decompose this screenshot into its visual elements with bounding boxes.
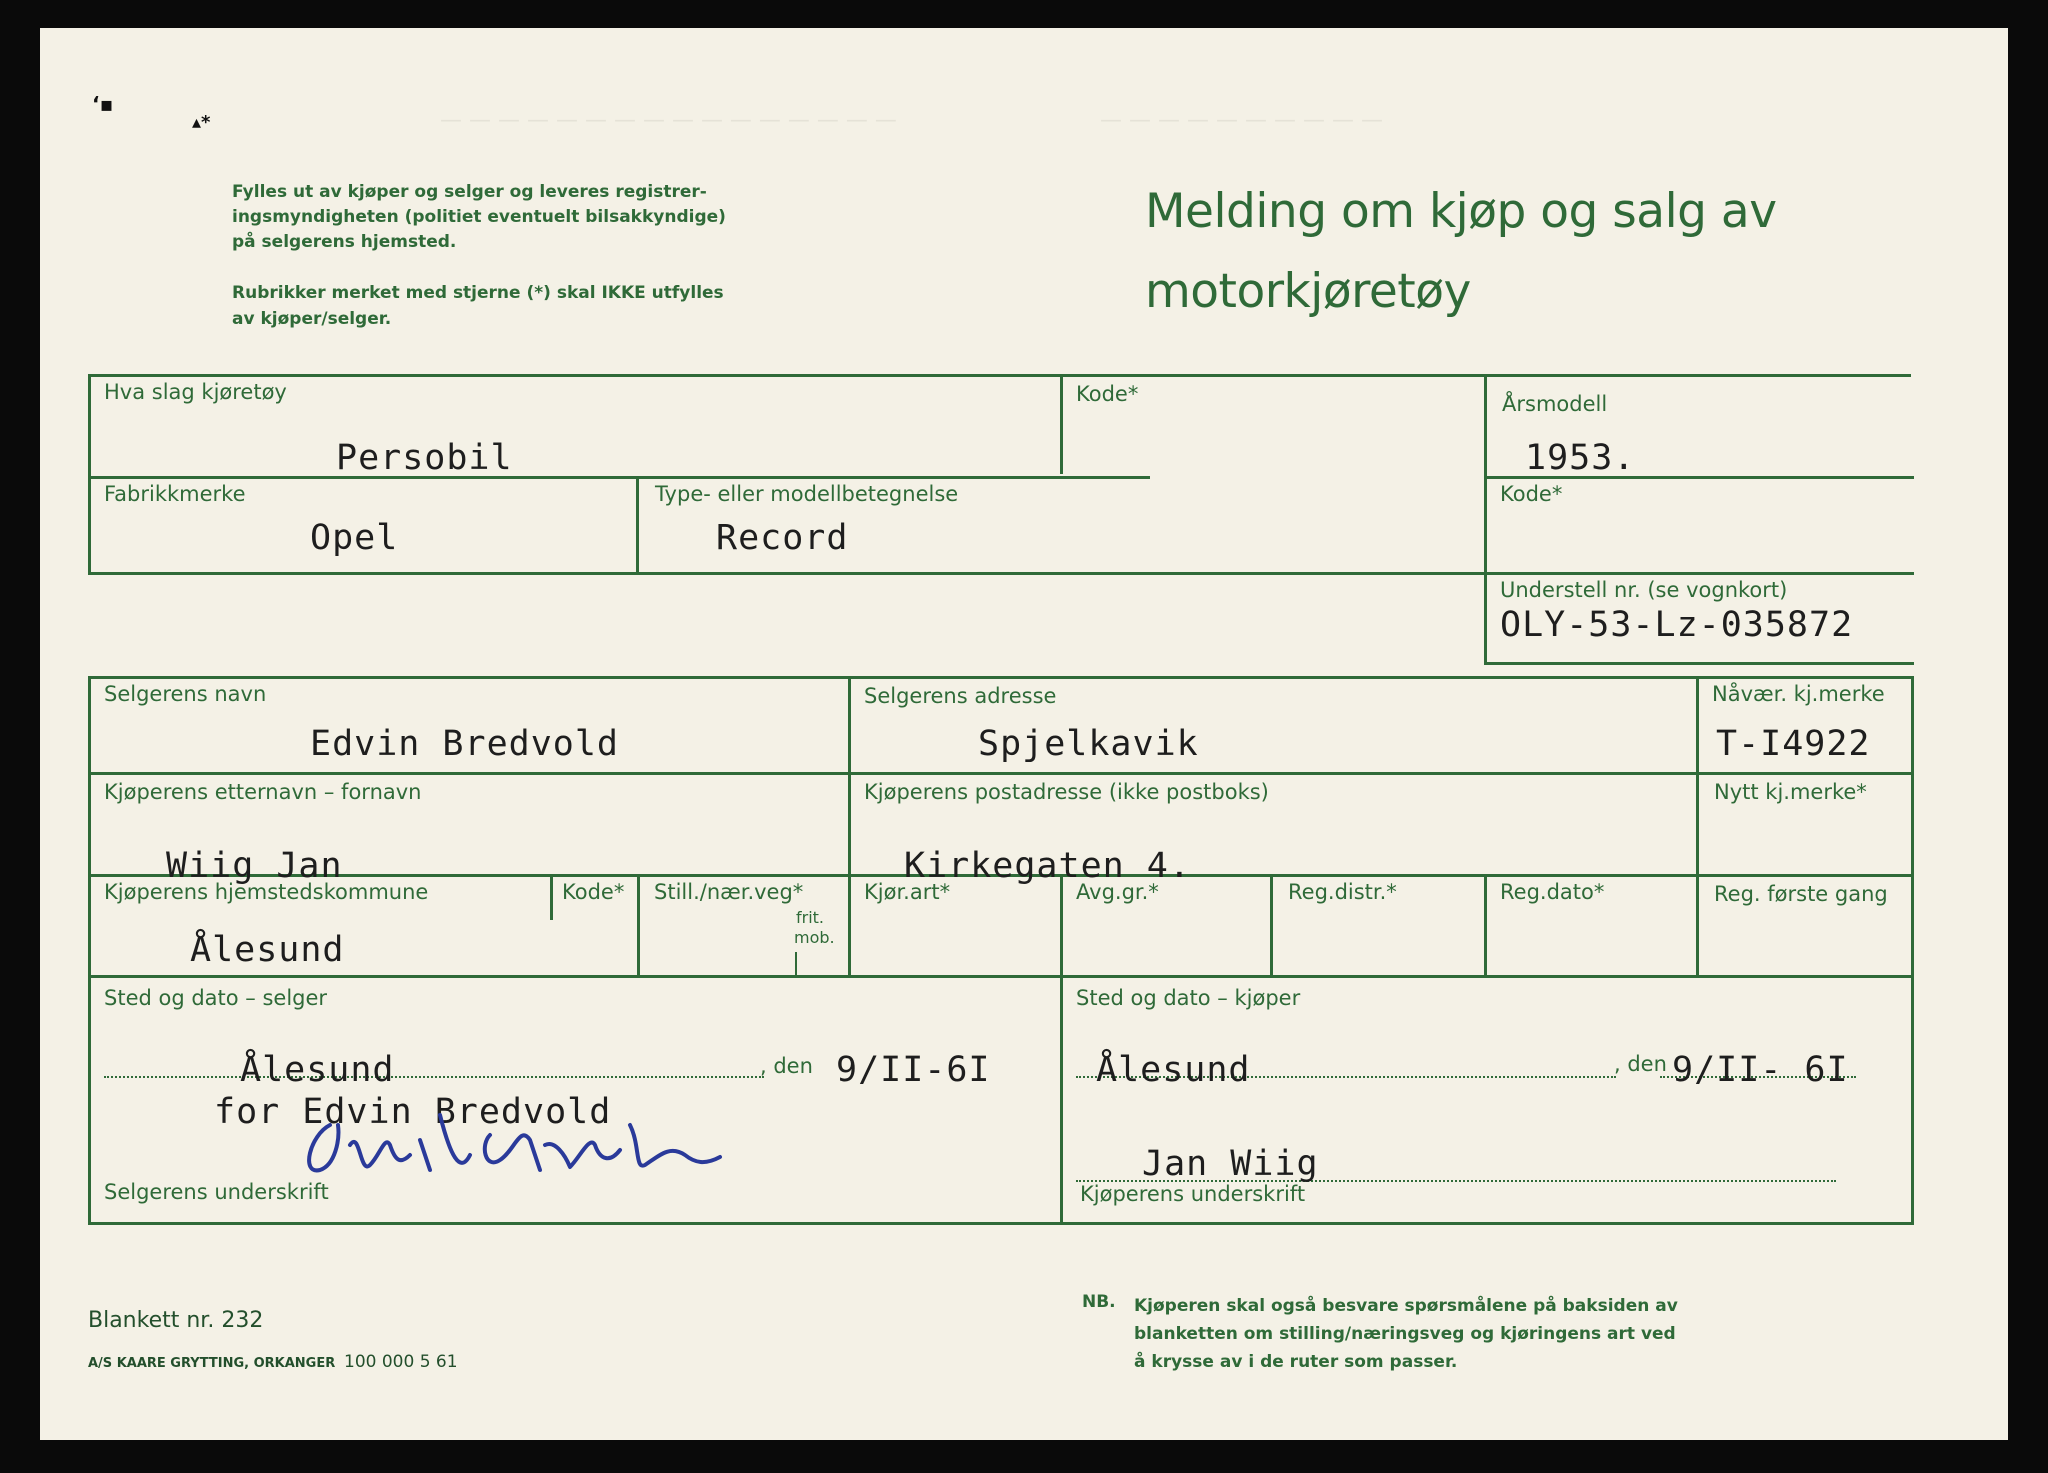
instruction-line: Fylles ut av kjøper og selger og leveres registrer- xyxy=(232,182,707,202)
instruction-line: på selgerens hjemsted. xyxy=(232,232,457,252)
rule xyxy=(1911,676,1914,1224)
instructions-block-2 xyxy=(232,280,724,332)
rule xyxy=(88,572,1914,575)
rule xyxy=(795,952,797,976)
seller-date-value[interactable]: 9/II-6I xyxy=(836,1050,991,1090)
seller-address-value[interactable]: Spjelkavik xyxy=(978,724,1199,764)
instruction-line: av kjøper/selger. xyxy=(232,309,392,329)
buyer-date-value[interactable]: 9/II- 6I xyxy=(1672,1050,1849,1090)
rule xyxy=(88,772,1914,775)
buyer-place-label: Sted og dato – kjøper xyxy=(1076,986,1301,1010)
seller-signature-scribble xyxy=(290,1085,730,1185)
buyer-municipality-value[interactable]: Ålesund xyxy=(190,930,345,970)
form-title-line-1: Melding om kjøp og salg av xyxy=(1145,184,1777,239)
dotted-line xyxy=(104,1076,764,1078)
signature-stroke xyxy=(309,1115,720,1170)
regforste-label: Reg. første gang xyxy=(1714,882,1888,906)
nb-label: NB. xyxy=(1082,1292,1116,1312)
mob-label: mob. xyxy=(794,928,835,947)
rule xyxy=(1270,876,1273,976)
chassis-label: Understell nr. (se vognkort) xyxy=(1500,578,1788,602)
rule xyxy=(88,374,91,574)
regdistr-label: Reg.distr.* xyxy=(1288,880,1397,904)
corner-mark: ▴* xyxy=(192,112,211,133)
rule xyxy=(88,476,1150,479)
rule xyxy=(88,374,1911,377)
buyer-address-value[interactable]: Kirkegaten 4. xyxy=(904,846,1191,886)
den-label: , den xyxy=(760,1054,813,1078)
kode-label: Kode* xyxy=(1076,382,1139,406)
corner-mark: ‘▪ xyxy=(92,92,114,116)
rule xyxy=(1696,676,1699,976)
instruction-line: ingsmyndigheten (politiet eventuelt bilsakkyndige) xyxy=(232,207,726,227)
regdato-label: Reg.dato* xyxy=(1500,880,1605,904)
rule xyxy=(1484,662,1914,665)
vehicle-type-label: Hva slag kjøretøy xyxy=(104,380,287,404)
buyer-municipality-label: Kjøperens hjemstedskommune xyxy=(104,880,429,904)
kode3-label: Kode* xyxy=(562,880,625,904)
rule xyxy=(1060,374,1063,474)
rule xyxy=(88,1222,1914,1225)
seller-place-label: Sted og dato – selger xyxy=(104,986,328,1010)
rule xyxy=(636,478,639,572)
printer-name: A/S KAARE GRYTTING, ORKANGER xyxy=(88,1356,336,1371)
buyer-name-label: Kjøperens etternavn – fornavn xyxy=(104,780,422,804)
seller-name-label: Selgerens navn xyxy=(104,682,267,706)
seller-place-value[interactable]: Ålesund xyxy=(240,1050,395,1090)
rule xyxy=(1060,876,1063,1224)
reverse-bleed-text: — — — — — — — — — — — — — — — — xyxy=(440,108,897,133)
new-plate-label: Nytt kj.merke* xyxy=(1714,780,1867,804)
nb-note xyxy=(1134,1292,1678,1376)
buyer-address-label: Kjøperens postadresse (ikke postboks) xyxy=(864,780,1269,804)
nb-line: Kjøperen skal også besvare spørsmålene på baksiden av xyxy=(1134,1296,1678,1316)
rule xyxy=(88,975,1914,978)
rule xyxy=(637,876,640,976)
model-value[interactable]: Record xyxy=(716,518,849,558)
rule xyxy=(88,676,1914,679)
seller-address-label: Selgerens adresse xyxy=(864,684,1057,708)
buyer-sign-value[interactable]: Jan Wiig xyxy=(1142,1144,1319,1184)
current-plate-value[interactable]: T-I4922 xyxy=(1716,724,1871,764)
print-code: 100 000 5 61 xyxy=(344,1352,458,1372)
rule xyxy=(1484,876,1487,976)
year-label: Årsmodell xyxy=(1502,392,1608,416)
kode2-label: Kode* xyxy=(1500,482,1563,506)
buyer-sign-label: Kjøperens underskrift xyxy=(1080,1182,1306,1206)
nb-line: blanketten om stilling/næringsveg og kjøringens art ved xyxy=(1134,1324,1676,1344)
seller-sign-label: Selgerens underskrift xyxy=(104,1180,329,1204)
kjorart-label: Kjør.art* xyxy=(864,880,951,904)
avggr-label: Avg.gr.* xyxy=(1076,880,1159,904)
chassis-value[interactable]: OLY-53-Lz-035872 xyxy=(1500,605,1854,645)
instructions-block-1 xyxy=(232,180,726,255)
make-label: Fabrikkmerke xyxy=(104,482,246,506)
buyer-name-value[interactable]: Wiig Jan xyxy=(166,846,343,886)
rule xyxy=(88,676,91,1224)
still-label: Still./nær.veg* xyxy=(654,880,804,904)
den2-label: , den xyxy=(1614,1052,1667,1076)
year-value[interactable]: 1953. xyxy=(1525,438,1636,478)
form-title-line-2: motorkjøretøy xyxy=(1145,264,1471,319)
form-number: Blankett nr. 232 xyxy=(88,1308,264,1333)
rule xyxy=(550,876,553,920)
seller-for-value[interactable]: for Edvin Bredvold xyxy=(214,1092,612,1132)
rule xyxy=(848,676,851,976)
reverse-bleed-text: — — — — — — — — — — xyxy=(1100,108,1383,133)
buyer-place-value[interactable]: Ålesund xyxy=(1096,1050,1251,1090)
rule xyxy=(1484,374,1487,664)
vehicle-type-value[interactable]: Persobil xyxy=(336,438,513,478)
nb-line: å krysse av i de ruter som passer. xyxy=(1134,1352,1458,1372)
seller-name-value[interactable]: Edvin Bredvold xyxy=(310,724,620,764)
instruction-line: Rubrikker merket med stjerne (*) skal IKKE utfylles xyxy=(232,283,724,303)
model-label: Type- eller modellbetegnelse xyxy=(655,482,959,506)
make-value[interactable]: Opel xyxy=(310,518,399,558)
frit-label: frit. xyxy=(796,908,825,927)
current-plate-label: Nåvær. kj.merke xyxy=(1712,682,1885,706)
